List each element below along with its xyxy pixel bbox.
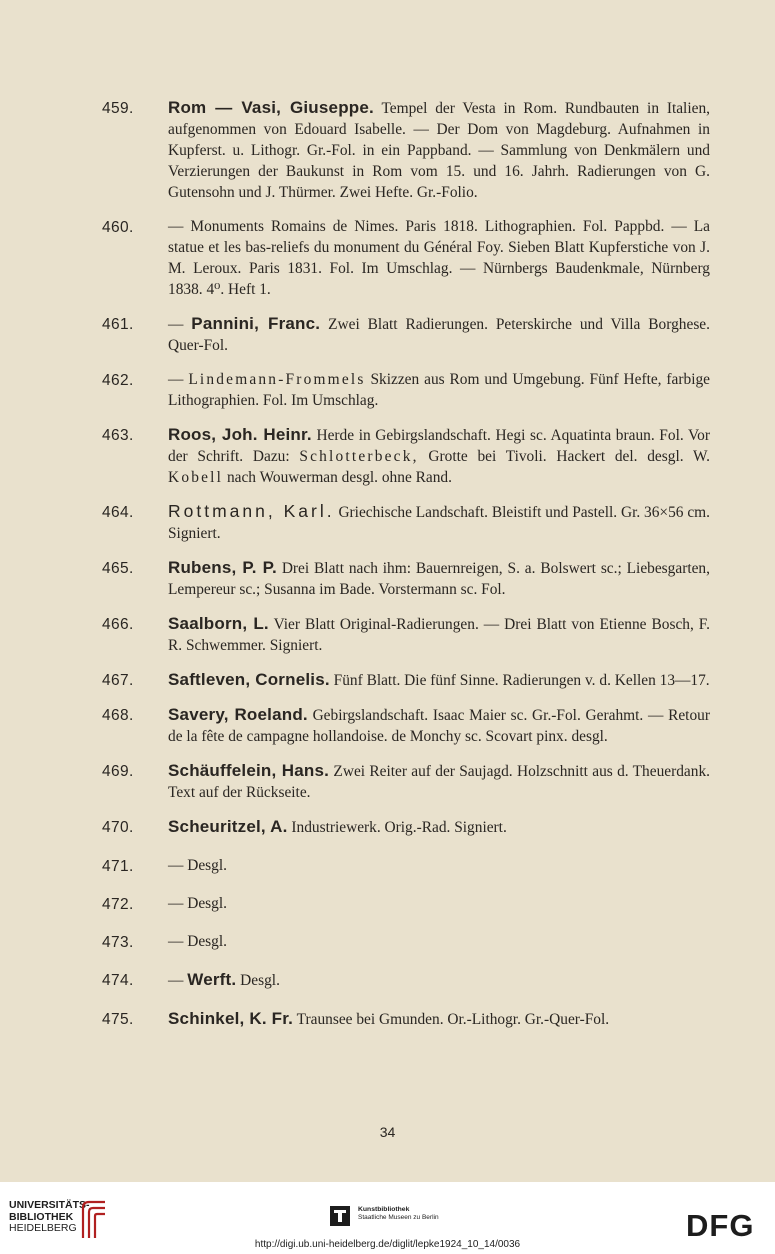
kb-subtitle: Staatliche Museen zu Berlin (358, 1214, 439, 1221)
catalog-entry-469 (100, 760, 710, 803)
entry-heading: Saftleven, Cornelis. (168, 670, 330, 689)
entry-number: 466. (102, 616, 134, 633)
entry-text: Skizzen aus Rom und Umgebung. Fünf Hefte, farbige Lithographien. Fol. Im Umschlag. (168, 371, 711, 409)
ub-emblem-icon (79, 1198, 109, 1240)
kb-title: Kunstbibliothek (358, 1206, 410, 1213)
entry-dash: — (168, 316, 184, 333)
catalog-entry-473 (100, 931, 710, 952)
catalog-entry-474 (100, 969, 710, 991)
entry-heading: Schäuffelein, Hans. (168, 761, 330, 780)
entry-heading: Rottmann, Karl. (168, 501, 335, 521)
entry-heading: Rom — Vasi, Giuseppe. (168, 98, 374, 117)
entry-text: Drei Blatt nach ihm: Bauernreigen, S. a. Bolswert sc.; Liebesgarten, Lempereur sc.; Susanna im Bade. Vorstermann sc. Fol. (168, 560, 710, 598)
entry-number: 462. (102, 372, 134, 389)
entry-text: Vier Blatt Original-Radierungen. — Drei Blatt von Etienne Bosch, F. R. Schwemmer. Signiert. (168, 616, 710, 654)
ub-line-1: UNIVERSITÄTS- (9, 1199, 90, 1211)
catalog-entry-463 (100, 424, 710, 488)
entry-text: Gebirgslandschaft. Isaac Maier sc. Gr.-Fol. Gerahmt. — Retour de la fête de campagne hollandoise. de Monchy sc. Scovart pinx. desgl. (168, 707, 710, 745)
entry-number: 468. (102, 707, 134, 724)
entry-text: Griechische Landschaft. Bleistift und Pastell. Gr. 36×56 cm. Signiert. (168, 504, 710, 542)
entry-heading: Savery, Roeland. (168, 705, 308, 724)
ub-line-3: HEIDELBERG (9, 1222, 77, 1234)
catalog-entry-461 (100, 313, 710, 356)
entry-number: 470. (102, 819, 134, 836)
entry-number: 474. (102, 972, 134, 989)
page-number: 34 (379, 1124, 396, 1140)
entry-text: — Desgl. (168, 857, 227, 874)
entry-text-3: nach Wouwerman desgl. ohne Rand. (226, 469, 452, 486)
entry-number: 463. (102, 427, 134, 444)
kunstbibliothek-emblem-icon (330, 1206, 350, 1226)
entry-heading: Schinkel, K. Fr. (168, 1009, 294, 1028)
entry-dash: — (168, 972, 184, 989)
catalog-entry-470 (100, 816, 710, 838)
catalog-entry-460 (100, 216, 710, 300)
catalog-entry-475 (100, 1008, 710, 1030)
catalog-entry-466 (100, 613, 710, 656)
catalog-entry-462 (100, 369, 710, 411)
entry-number: 459. (102, 100, 134, 117)
entry-number: 472. (102, 896, 134, 913)
entry-number: 473. (102, 934, 134, 951)
entry-dash: — (168, 371, 184, 388)
entry-text: Herde in Gebirgslandschaft. Hegi sc. Aquatinta braun. Fol. Vor der Schrift. Dazu: (168, 427, 710, 465)
catalog-entries (100, 97, 710, 1047)
catalog-entry-464 (100, 501, 710, 544)
entry-text: Zwei Blatt Radierungen. Peterskirche und Villa Borghese. Quer-Fol. (168, 316, 710, 354)
catalog-entry-467 (100, 669, 710, 691)
entry-heading: Werft. (187, 970, 237, 989)
entry-heading: Lindemann-Frommels (188, 371, 366, 388)
entry-text: Tempel der Vesta in Rom. Rundbauten in Italien, aufgenommen von Edouard Isabelle. — Der Dom von Magdeburg. Aufnahmen in Kupferst. u. Lithogr. Gr.-Fol. in ein Pappband. — Sammlung von Denkmälern und Verzierungen der Baukunst in Rom vom 15. und 16. Jahrh. Radierungen von G. Gutensohn und J. Thürmer. Zwei Hefte. Gr.-Folio. (168, 100, 710, 201)
entry-text: Fünf Blatt. Die fünf Sinne. Radierungen v. d. Kellen 13—17. (333, 672, 710, 689)
entry-heading: Rubens, P. P. (168, 558, 277, 577)
entry-number: 467. (102, 672, 134, 689)
entry-heading: Scheuritzel, A. (168, 817, 288, 836)
entry-heading: Pannini, Franc. (191, 314, 321, 333)
entry-text: Traunsee bei Gmunden. Or.-Lithogr. Gr.-Quer-Fol. (296, 1011, 610, 1028)
entry-text: Desgl. (240, 972, 280, 989)
permalink-url[interactable]: http://digi.ub.uni-heidelberg.de/diglit/lepke1924_10_14/0036 (254, 1239, 521, 1250)
entry-text: — Desgl. (168, 895, 227, 912)
entry-text: — Monuments Romains de Nimes. Paris 1818. Lithographien. Fol. Pappbd. — La statue et les bas-reliefs du monument du Général Foy. Sieben Blatt Kupferstiche von J. M. Leroux. Paris 1831. Fol. Im Umschlag. — Nürnbergs Baudenkmale, Nürnberg 1838. 4⁰. Heft 1. (168, 218, 710, 298)
catalog-entry-459 (100, 97, 710, 203)
entry-number: 465. (102, 560, 134, 577)
entry-number: 460. (102, 219, 134, 236)
catalog-entry-471 (100, 855, 710, 876)
entry-text-2: Grotte bei Tivoli. Hackert del. desgl. W. (428, 448, 710, 465)
catalog-entry-472 (100, 893, 710, 914)
entry-number: 461. (102, 316, 134, 333)
catalog-entry-468 (100, 704, 710, 747)
entry-spaced-name: Schlotterbeck, (299, 448, 419, 465)
entry-spaced-name-2: Kobell (168, 469, 224, 486)
dfg-logo[interactable]: DFG (686, 1208, 755, 1243)
entry-number: 475. (102, 1011, 134, 1028)
entry-heading: Saalborn, L. (168, 614, 269, 633)
ub-heidelberg-logo[interactable] (9, 1200, 90, 1235)
entry-text: Industriewerk. Orig.-Rad. Signiert. (291, 819, 507, 836)
entry-heading: Roos, Joh. Heinr. (168, 425, 312, 444)
ub-line-2: BIBLIOTHEK (9, 1210, 74, 1223)
digitization-footer (0, 1182, 775, 1254)
entry-text: Zwei Reiter auf der Saujagd. Holzschnitt aus d. Theuerdank. Text auf der Rückseite. (168, 763, 710, 801)
catalog-entry-465 (100, 557, 710, 600)
entry-text: — Desgl. (168, 933, 227, 950)
entry-number: 464. (102, 504, 134, 521)
entry-number: 471. (102, 858, 134, 875)
entry-number: 469. (102, 763, 134, 780)
